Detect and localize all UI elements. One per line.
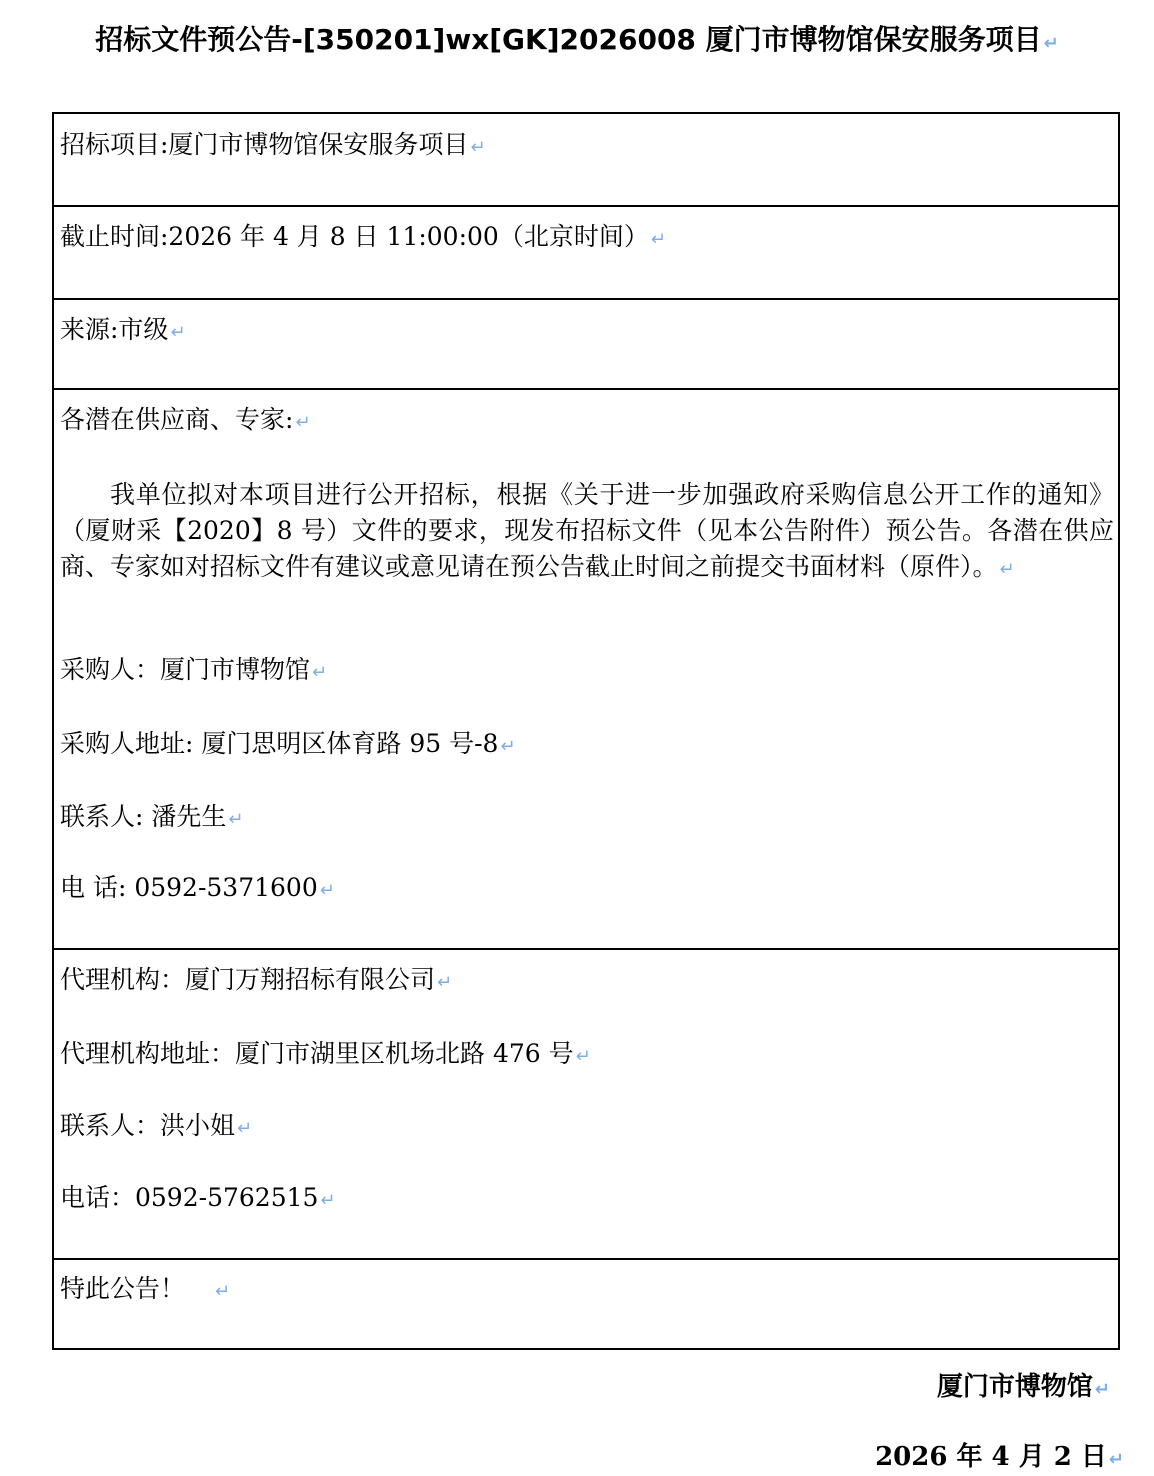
row-divider — [54, 205, 1118, 207]
paragraph-mark-icon: ↵ — [1108, 1449, 1124, 1470]
paragraph-mark-icon: ↵ — [237, 1118, 253, 1139]
row-divider — [54, 1258, 1118, 1260]
closing-row: 特此公告！ ↵ — [60, 1274, 231, 1303]
paragraph-mark-icon: ↵ — [470, 137, 486, 158]
source-row: 来源:市级 ↵ — [60, 315, 186, 344]
paragraph-mark-icon: ↵ — [228, 809, 244, 830]
paragraph-mark-icon: ↵ — [999, 559, 1015, 580]
body-paragraph: 我单位拟对本项目进行公开招标，根据《关于进一步加强政府采购信息公开工作的通知》（厦财采【2020】8 号）文件的要求，现发布招标文件（见本公告附件）预公告。各潜在供应商、专家如对招标文件有建议或意见请在预公告截止时间之前提交书面材料（原件）。 ↵ — [60, 480, 1114, 581]
project-row: 招标项目:厦门市博物馆保安服务项目 ↵ — [60, 130, 486, 159]
signature-date: 2026 年 4 月 2 日 ↵ — [875, 1442, 1124, 1472]
agency-contact: 联系人：洪小姐 ↵ — [60, 1111, 253, 1140]
agency: 代理机构：厦门万翔招标有限公司 ↵ — [60, 965, 453, 994]
paragraph-mark-icon: ↵ — [1043, 33, 1059, 54]
greeting: 各潜在供应商、专家: ↵ — [60, 405, 311, 434]
paragraph-mark-icon: ↵ — [295, 412, 311, 433]
paragraph-mark-icon: ↵ — [215, 1281, 231, 1302]
paragraph-mark-icon: ↵ — [1094, 1379, 1110, 1400]
paragraph-mark-icon: ↵ — [437, 972, 453, 993]
paragraph-mark-icon: ↵ — [650, 229, 666, 250]
paragraph-mark-icon: ↵ — [575, 1046, 591, 1067]
purchaser-contact: 联系人: 潘先生 ↵ — [60, 802, 244, 831]
agency-address: 代理机构地址：厦门市湖里区机场北路 476 号 ↵ — [60, 1039, 591, 1068]
page-title: 招标文件预公告-[350201]wx[GK]2026008 厦门市博物馆保安服务项目 ↵ — [95, 23, 1059, 56]
row-divider — [54, 298, 1118, 300]
row-divider — [54, 388, 1118, 390]
notice-table — [52, 112, 1120, 1350]
agency-phone: 电话：0592-5762515 ↵ — [60, 1183, 336, 1212]
purchaser: 采购人：厦门市博物馆 ↵ — [60, 655, 328, 684]
row-divider — [54, 948, 1118, 950]
purchaser-phone: 电 话: 0592-5371600 ↵ — [60, 873, 335, 902]
paragraph-mark-icon: ↵ — [319, 880, 335, 901]
signature-org: 厦门市博物馆 ↵ — [936, 1372, 1110, 1402]
paragraph-mark-icon: ↵ — [320, 1190, 336, 1211]
paragraph-mark-icon: ↵ — [312, 662, 328, 683]
paragraph-mark-icon: ↵ — [170, 322, 186, 343]
paragraph-mark-icon: ↵ — [500, 736, 516, 757]
deadline-row: 截止时间:2026 年 4 月 8 日 11:00:00（北京时间） ↵ — [60, 222, 666, 251]
purchaser-address: 采购人地址: 厦门思明区体育路 95 号-8 ↵ — [60, 729, 516, 758]
